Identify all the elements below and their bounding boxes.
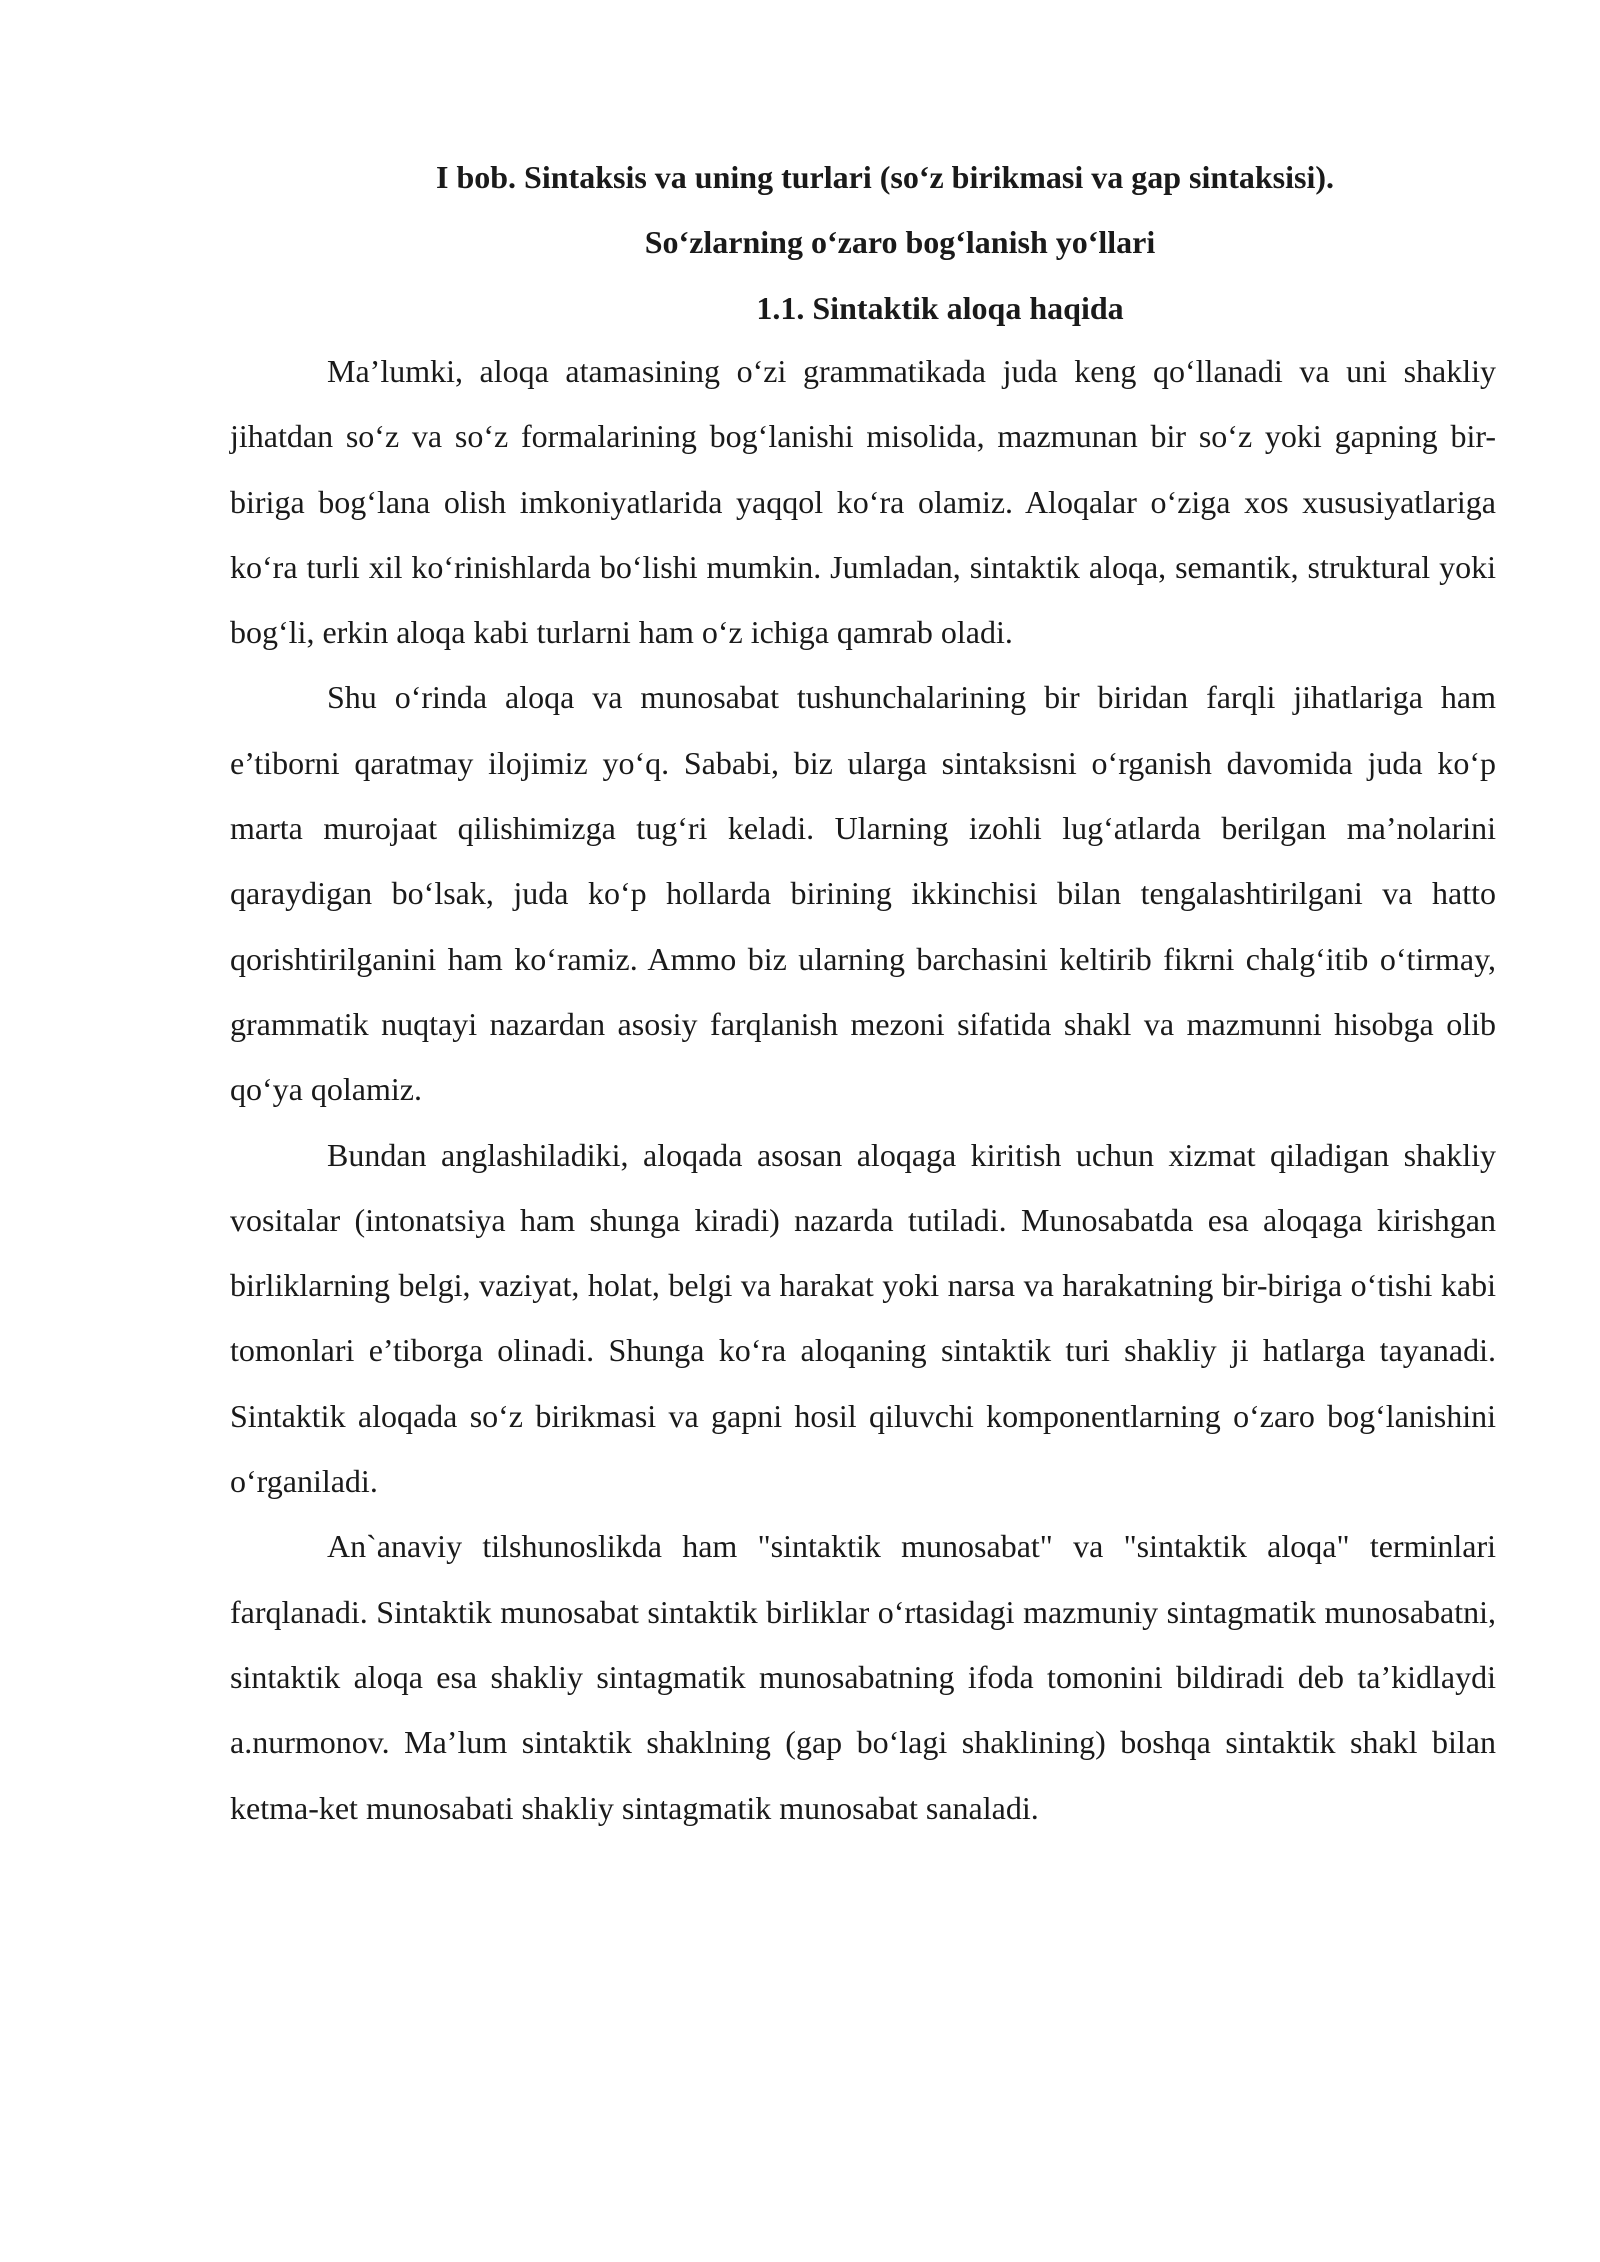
- section-title: 1.1. Sintaktik aloqa haqida: [756, 290, 1124, 326]
- chapter-subtitle: So‘zlarning o‘zaro bog‘lanish yo‘llari: [644, 224, 1156, 260]
- paragraph: An`anaviy tilshunoslikda ham "sintaktik munosabat" va "sintaktik aloqa" terminlari farqlanadi. Sintaktik munosabat sintaktik birliklar o‘rtasidagi mazmuniy sintagmatik munosabatni, sintaktik aloqa esa shakliy sintagmatik munosabatning ifoda tomonini bildiradi deb ta’kidlaydi a.nurmonov. Ma’lum sintaktik shaklning (gap bo‘lagi shaklining) boshqa sintaktik shakl bilan ketma-ket munosabati shakliy sintagmatik munosabat sanaladi.: [230, 1528, 1496, 1826]
- chapter-title: I bob. Sintaksis va uning turlari (so‘z birikmasi va gap sintaksisi).: [436, 159, 1334, 195]
- paragraph: Ma’lumki, aloqa atamasining o‘zi grammatikada juda keng qo‘llanadi va uni shakliy jihatdan so‘z va so‘z formalarining bog‘lanishi misolida, mazmunan bir so‘z yoki gapning bir-biriga bog‘lana olish imkoniyatlarida yaqqol ko‘ra olamiz. Aloqalar o‘ziga xos xususiyatlariga ko‘ra turli xil ko‘rinishlarda bo‘lishi mumkin. Jumladan, sintaktik aloqa, semantik, struktural yoki bog‘li, erkin aloqa kabi turlarni ham o‘z ichiga qamrab oladi.: [230, 353, 1496, 651]
- paragraph: Shu o‘rinda aloqa va munosabat tushunchalarining bir biridan farqli jihatlariga ham e’tiborni qaratmay ilojimiz yo‘q. Sababi, biz ularga sintaksisni o‘rganish davomida juda ko‘p marta murojaat qilishimizga tug‘ri keladi. Ularning izohli lug‘atlarda berilgan ma’nolarini qaraydigan bo‘lsak, juda ko‘p hollarda birining ikkinchisi bilan tengalashtirilgani va hatto qorishtirilganini ham ko‘ramiz. Ammo biz ularning barchasini keltirib fikrni chalg‘itib o‘tirmay, grammatik nuqtayi nazardan asosiy farqlanish mezoni sifatida shakl va mazmunni hisobga olib qo‘ya qolamiz.: [230, 679, 1496, 1108]
- document-body: [230, 339, 1496, 1841]
- paragraph: Bundan anglashiladiki, aloqada asosan aloqaga kiritish uchun xizmat qiladigan shakliy vositalar (intonatsiya ham shunga kiradi) nazarda tutiladi. Munosabatda esa aloqaga kirishgan birliklarning belgi, vaziyat, holat, belgi va harakat yoki narsa va harakatning bir-biriga o‘tishi kabi tomonlari e’tiborga olinadi. Shunga ko‘ra aloqaning sintaktik turi shakliy ji hatlarga tayanadi. Sintaktik aloqada so‘z birikmasi va gapni hosil qiluvchi komponentlarning o‘zaro bog‘lanishini o‘rganiladi.: [230, 1136, 1496, 1500]
